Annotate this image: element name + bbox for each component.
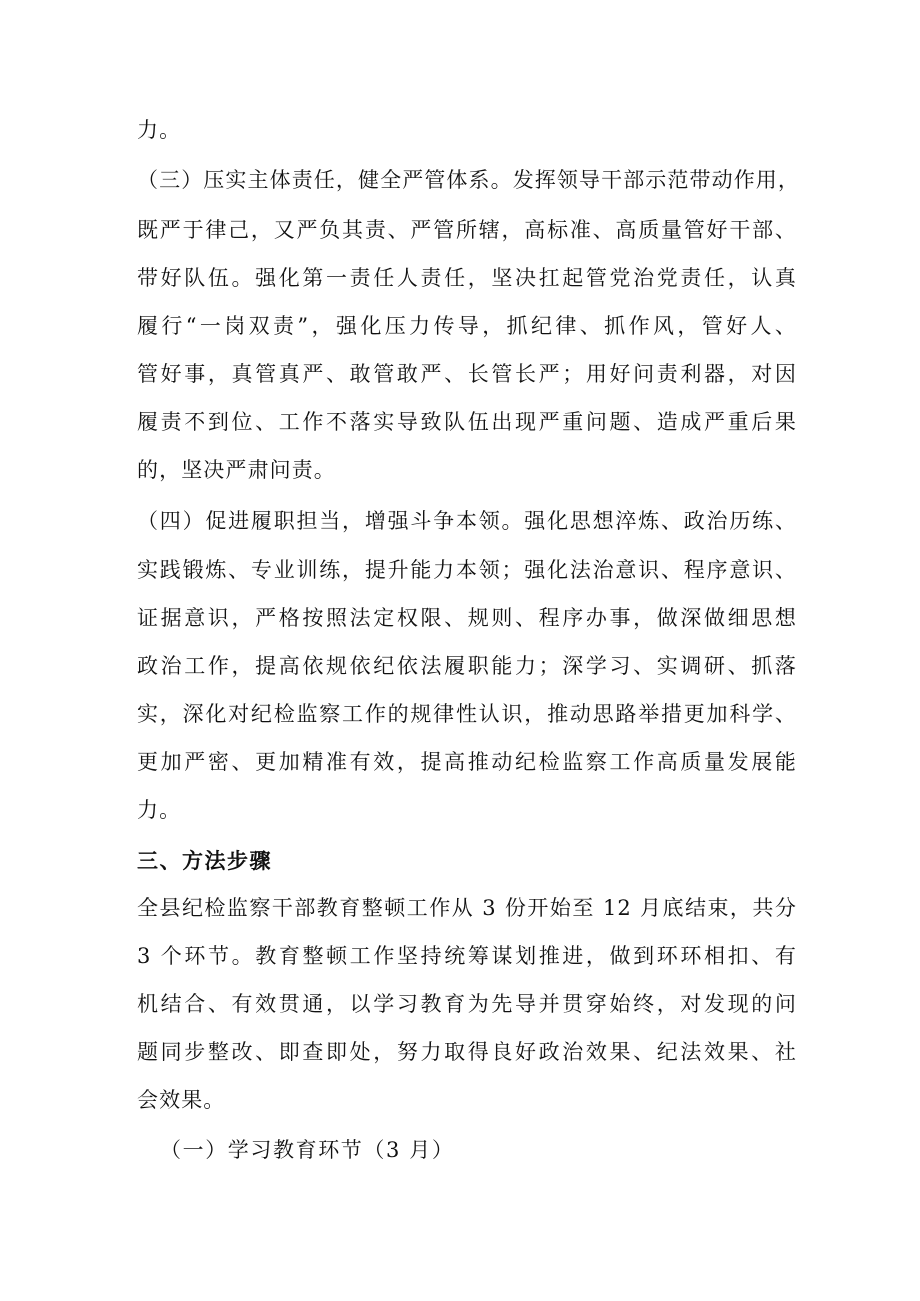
text-line: 政治工作，提高依规依纪依法履职能力；深学习、实调研、抓落	[137, 654, 797, 678]
section-four-title-line: （四）促进履职担当，增强斗争本领。强化思想淬炼、政治历练、	[137, 509, 797, 533]
text-line: 的，坚决严肃问责。	[137, 458, 336, 482]
text-line: 实践锻炼、专业训练，提升能力本领；强化法治意识、程序意识、	[137, 558, 797, 582]
text-line: 带好队伍。强化第一责任人责任，坚决扛起管党治党责任，认真	[137, 266, 797, 290]
text-line: 全县纪检监察干部教育整顿工作从 3 份开始至 12 月底结束，共分	[137, 896, 797, 920]
text-line: 证据意识，严格按照法定权限、规则、程序办事，做深做细思想	[137, 606, 797, 630]
text-line: 3 个环节。教育整顿工作坚持统筹谋划推进，做到环环相扣、有	[137, 944, 797, 968]
text-line: 履责不到位、工作不落实导致队伍出现严重问题、造成严重后果	[137, 410, 797, 434]
text-line: 既严于律己，又严负其责、严管所辖，高标准、高质量管好干部、	[137, 218, 797, 242]
text-line: 管好事，真管真严、敢管敢严、长管长严；用好问责利器，对因	[137, 362, 797, 386]
text-line: 机结合、有效贯通，以学习教育为先导并贯穿始终，对发现的问	[137, 992, 797, 1016]
text-line: 更加严密、更加精准有效，提高推动纪检监察工作高质量发展能	[137, 750, 797, 774]
section-heading: 三、方法步骤	[137, 849, 272, 873]
text-line: 力。	[137, 798, 182, 822]
text-line: 题同步整改、即查即处，努力取得良好政治效果、纪法效果、社	[137, 1040, 797, 1064]
text-line: 履行“一岗双责”，强化压力传导，抓纪律、抓作风，管好人、	[137, 314, 797, 338]
text-line: 实，深化对纪检监察工作的规律性认识，推动思路举措更加科学、	[137, 702, 797, 726]
text-line: 会效果。	[137, 1088, 226, 1112]
section-three-title-line: （三）压实主体责任，健全严管体系。发挥领导干部示范带动作用，	[137, 168, 800, 192]
sub-section-heading: （一）学习教育环节（3 月）	[160, 1138, 455, 1162]
text-line: 力。	[137, 118, 182, 142]
